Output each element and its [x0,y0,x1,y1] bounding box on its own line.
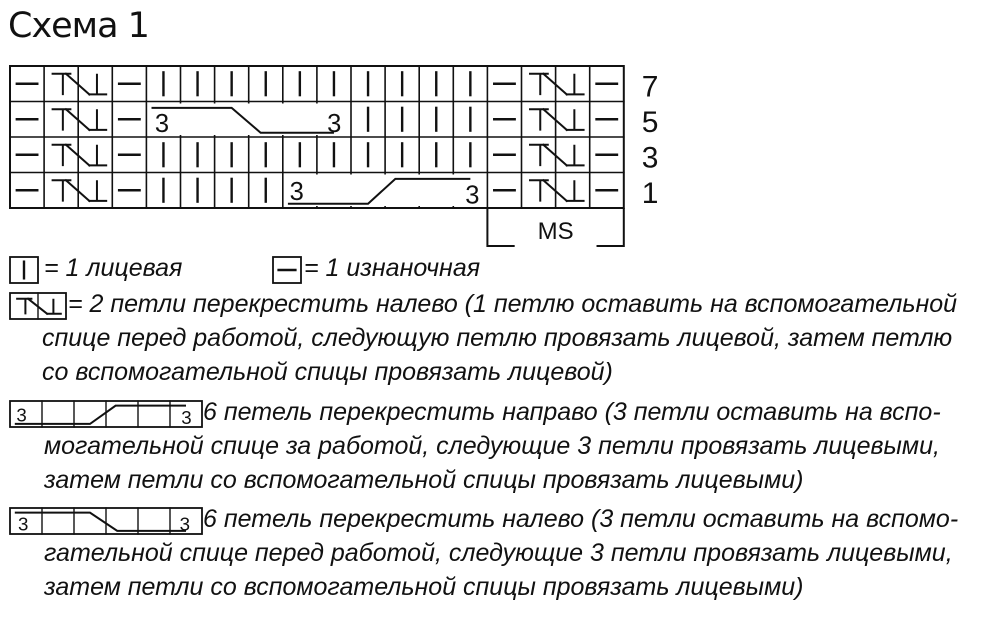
legend-cable-right-line-1: 6 петель перекрестить направо (3 петли оставить на вспо- [203,398,941,426]
legend-knit-text: = 1 лицевая [44,254,183,282]
legend-cable-left-line-3: затем петли со вспомогательной спицы провязать лицевыми) [44,573,804,601]
chart-title: Схема 1 [8,6,149,46]
cable-digit-left: 3 [154,110,170,139]
repeat-label: MS [537,218,574,245]
legend-cable-right-line-2: могательной спице за работой, следующие 3 петли провязать лицевыми, [44,432,940,460]
cable-digit-right: 3 [465,181,480,210]
cable-digit-left: 3 [16,404,27,426]
cable-digit-left: 3 [18,513,29,535]
legend-cable-right-line-3: затем петли со вспомогательной спицы провязать лицевыми) [44,466,804,494]
legend-cross2-line-1: = 2 петли перекрестить налево (1 петлю оставить на вспомогательной [68,290,958,318]
row-number-label: 7 [641,70,659,104]
legend-cable-left-line-1: 6 петель перекрестить налево (3 петли оставить на вспомо- [203,505,959,533]
legend-purl-text: = 1 изнаночная [304,254,481,282]
legend-cross2-line-3: со вспомогательной спицы провязать лицевой) [42,358,613,386]
cable-digit-right: 3 [327,110,342,139]
legend-cross2-line-2: спице перед работой, следующую петлю провязать лицевой, затем петлю [42,324,953,352]
row-number-label: 1 [641,177,659,211]
cable-digit-right: 3 [181,406,192,428]
cable-digit-right: 3 [179,513,191,535]
cable-digit-left: 3 [289,178,304,207]
legend-cable-left-line-2: гательной спице перед работой, следующие 3 петли провязать лицевыми, [44,539,953,567]
row-number-label: 3 [641,141,659,175]
row-number-label: 5 [641,106,659,140]
